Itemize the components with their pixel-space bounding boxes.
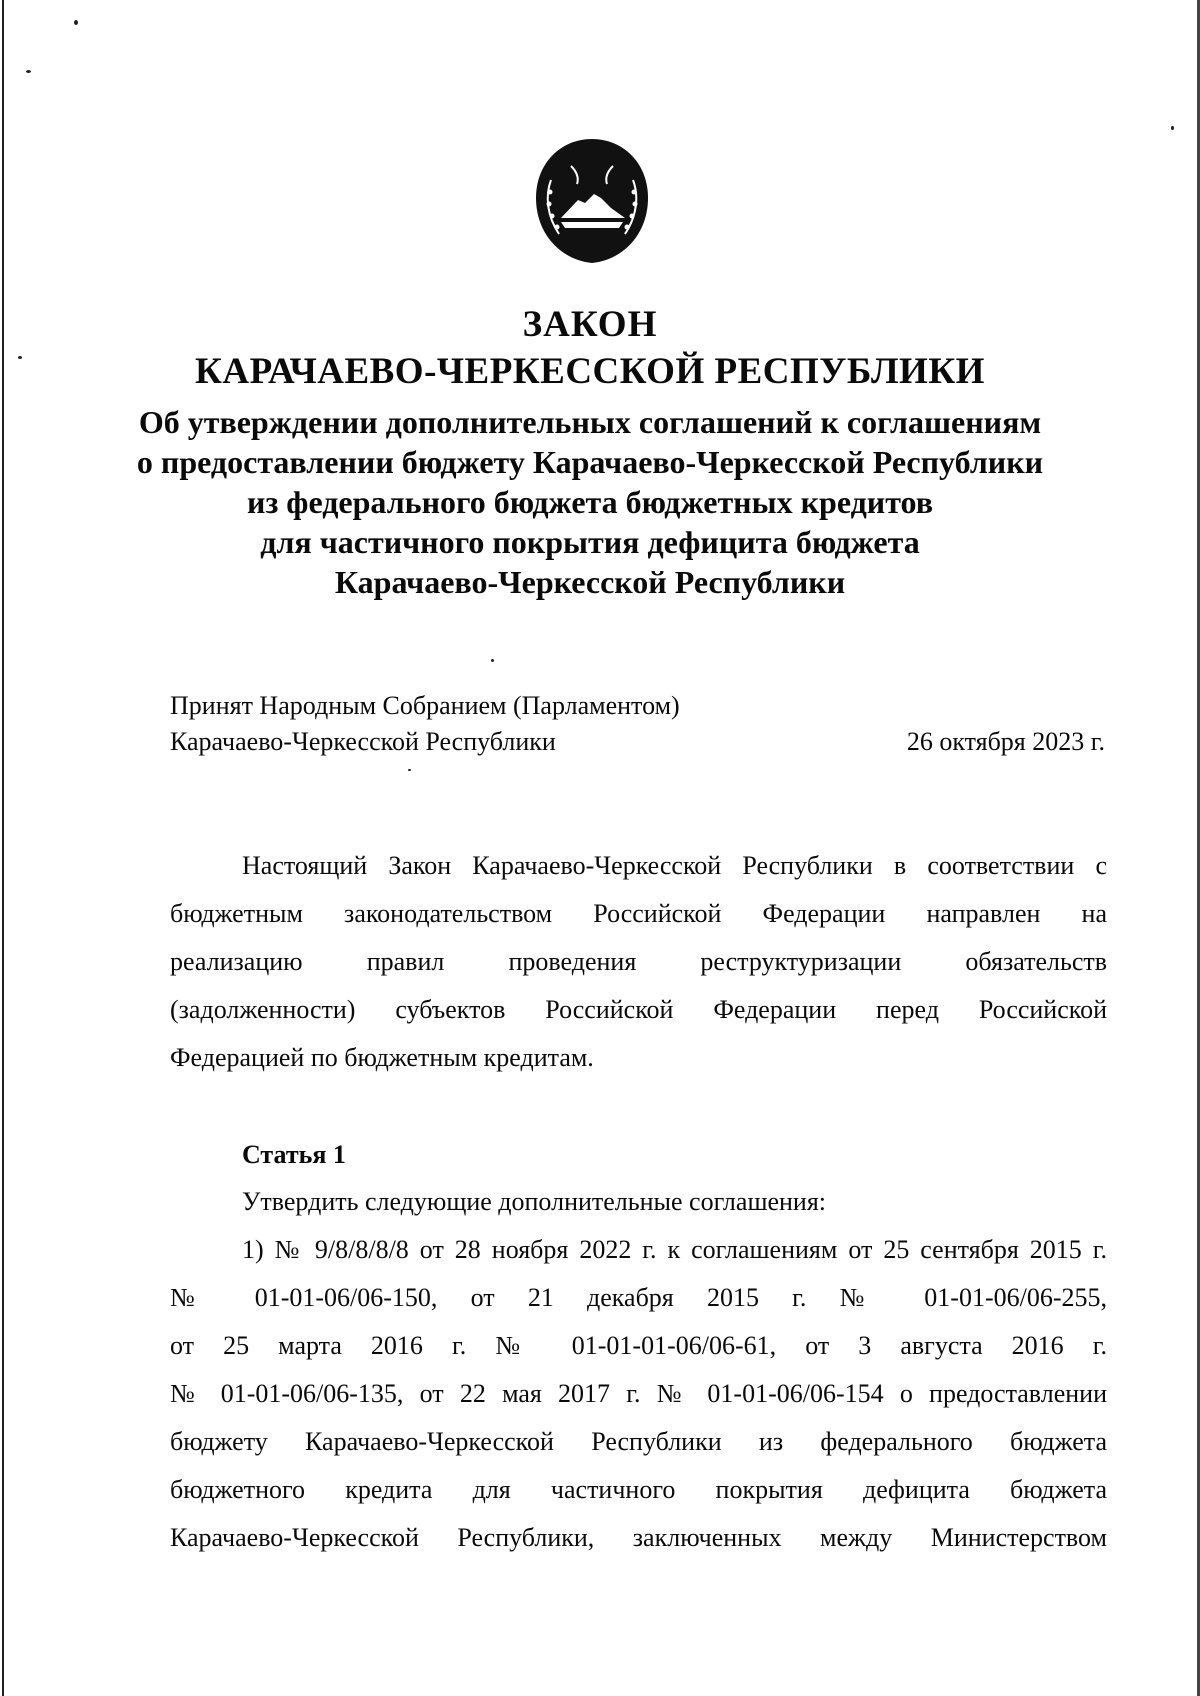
adoption-date: 26 октября 2023 г.	[906, 727, 1105, 756]
scan-speck	[26, 70, 31, 73]
republic-title: КАРАЧАЕВО-ЧЕРКЕССКОЙ РЕСПУБЛИКИ	[195, 351, 985, 392]
subtitle-line: Об утверждении дополнительных соглашений к соглашениям	[138, 404, 1042, 440]
subtitle-line: для частичного покрытия дефицита бюджета	[260, 524, 920, 560]
adoption-line: Принят Народным Собранием (Парламентом)	[170, 691, 680, 720]
paragraph-line: Утвердить следующие дополнительные соглашения:	[242, 1187, 827, 1216]
paragraph-line: Федерацией по бюджетным кредитам.	[170, 1043, 594, 1072]
scan-speck	[491, 659, 494, 662]
paragraph-line: Настоящий Закон Карачаево-Черкесской Республики в соответствии с	[242, 851, 1107, 880]
scan-speck	[408, 769, 411, 771]
adoption-line: Карачаево-Черкесской Республики	[170, 727, 556, 756]
paragraph-line: реализацию правил проведения реструктуризации обязательств	[170, 947, 1107, 976]
paragraph-line: № 01-01-06/06-135, от 22 мая 2017 г. № 01-01-06/06-154 о предоставлении	[170, 1379, 1107, 1408]
article-body	[170, 1178, 1107, 1562]
law-title: ЗАКОН	[522, 304, 658, 345]
paragraph-line: 1) № 9/8/8/8/8 от 28 ноября 2022 г. к соглашениям от 25 сентября 2015 г.	[242, 1235, 1107, 1264]
intro-paragraph	[170, 842, 1107, 1082]
paragraph-line: № 01-01-06/06-150, от 21 декабря 2015 г. № 01-01-06/06-255,	[170, 1283, 1107, 1312]
law-subtitle	[130, 402, 1050, 602]
subtitle-line: Карачаево-Черкесской Республики	[334, 564, 846, 600]
subtitle-line: из федерального бюджета бюджетных кредитов	[247, 484, 933, 520]
scan-speck	[74, 20, 78, 25]
emblem-icon	[531, 136, 653, 266]
paragraph-line: бюджету Карачаево-Черкесской Республики из федерального бюджета	[170, 1427, 1107, 1456]
scan-speck	[18, 356, 22, 359]
paragraph-line: от 25 марта 2016 г. № 01-01-01-06/06-61, от 3 августа 2016 г.	[170, 1331, 1107, 1360]
scan-edge-left	[2, 0, 4, 1696]
paragraph-line: Карачаево-Черкесской Республики, заключенных между Министерством	[170, 1523, 1107, 1552]
paragraph-line: бюджетного кредита для частичного покрытия дефицита бюджета	[170, 1475, 1107, 1504]
scan-speck	[1171, 126, 1174, 130]
paragraph-line: бюджетным законодательством Российской Федерации направлен на	[170, 899, 1107, 928]
article-heading: Статья 1	[242, 1140, 346, 1169]
adoption-statement	[170, 688, 680, 760]
paragraph-line: (задолженности) субъектов Российской Федерации перед Российской	[170, 995, 1107, 1024]
subtitle-line: о предоставлении бюджету Карачаево-Черкесской Республики	[136, 444, 1044, 480]
